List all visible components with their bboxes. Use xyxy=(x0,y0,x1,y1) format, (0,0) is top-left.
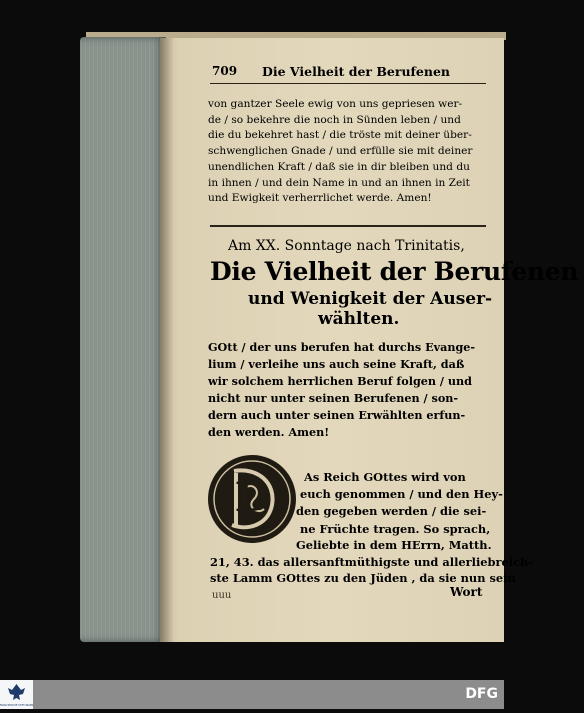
running-title: Die Vielheit der Berufenen xyxy=(262,64,451,79)
page-edges xyxy=(80,37,166,642)
title-sub-line2: wählten. xyxy=(318,309,400,329)
opening-prayer-text-line: nicht nur unter seinen Berufenen / son- xyxy=(208,391,459,405)
body-text-line: euch genommen / und den Hey- xyxy=(300,487,503,502)
prayer-text-line: schwenglichen Gnade / und erfülle sie mit deiner xyxy=(208,145,473,158)
opening-prayer-text-line: den werden. Amen! xyxy=(208,425,330,439)
header-rule xyxy=(210,83,486,84)
ornamental-initial-letter xyxy=(206,453,298,545)
prayer-text-line: in ihnen / und dein Name in und an ihnen in Zeit xyxy=(208,176,470,189)
prayer-text-line: die du bekehret hast / die tröste mit deiner über- xyxy=(208,129,472,142)
dfg-logo: DFG xyxy=(465,686,498,702)
body-text-line: As Reich GOttes wird von xyxy=(304,470,466,484)
page-gutter-shadow xyxy=(160,38,174,642)
title-main: Die Vielheit der Berufenen xyxy=(210,257,579,286)
prayer-text-line: von gantzer Seele ewig von uns gepriesen wer- xyxy=(208,98,463,110)
opening-prayer-text-line: wir solchem herrlichen Beruf folgen / und xyxy=(208,374,472,388)
opening-prayer-text-line: dern auch unter seinen Erwählten erfun- xyxy=(208,408,466,422)
initial-letter-text: D xyxy=(234,474,270,521)
separator-rule xyxy=(210,225,486,227)
body-text-line: ne Früchte tragen. So sprach, xyxy=(300,521,491,536)
prayer-text-line: und Ewigkeit verherrlichet werde. Amen! xyxy=(208,192,432,205)
prayer-text-line: de / so bekehre die noch in Sünden leben / und xyxy=(208,113,461,126)
body-text-line: 21, 43. das allersanftmüthigste und allerliebreich- xyxy=(210,554,534,569)
provider-logo xyxy=(0,680,33,709)
prayer-text-line: unendlichen Kraft / daß sie in dir bleiben und du xyxy=(208,160,470,173)
opening-prayer-text-line: lium / verleihe uns auch seine Kraft, daß xyxy=(208,357,465,371)
catchword: Wort xyxy=(450,585,483,599)
signature-mark: uuu xyxy=(212,590,232,601)
body-text-line: Geliebte in dem HErrn, Matth. xyxy=(296,538,492,552)
title-occasion: Am XX. Sonntage nach Trinitatis, xyxy=(228,238,465,254)
opening-prayer-text-line: GOtt / der uns berufen hat durchs Evange- xyxy=(208,340,476,354)
eagle-icon xyxy=(0,680,33,709)
page-number: 709 xyxy=(212,64,238,78)
body-text-line: ste Lamm GOttes zu den Jüden , da sie nun sein xyxy=(210,571,516,585)
provider-logo-text: FRANCKESCHE STIFTUNGEN xyxy=(0,704,34,707)
title-sub-line1: und Wenigkeit der Auser- xyxy=(248,289,493,309)
body-text-line: den gegeben werden / die sei- xyxy=(296,504,487,519)
footer-bar xyxy=(0,680,504,709)
